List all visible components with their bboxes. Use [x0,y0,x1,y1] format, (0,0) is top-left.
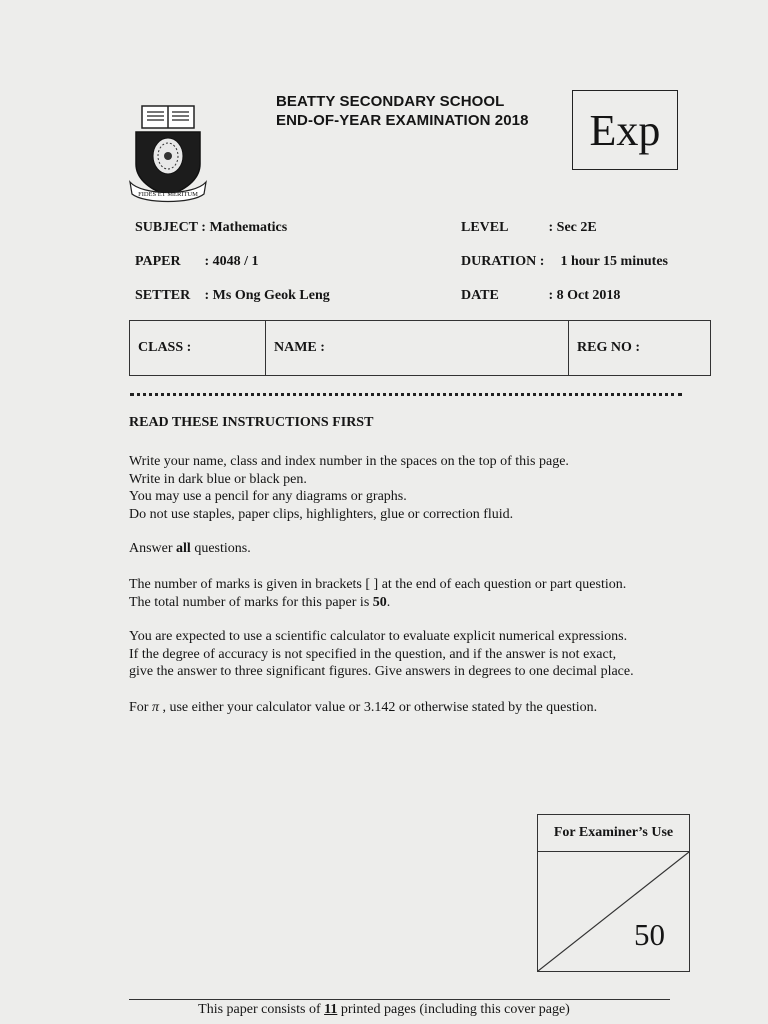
total-marks-text: The total number of marks for this paper is [129,594,373,610]
student-id-table [129,320,711,376]
instruction-line: Write in dark blue or black pen. [129,471,307,487]
duration-value: 1 hour 15 minutes [560,254,668,269]
footer-text-end: printed pages (including this cover page) [337,1002,570,1017]
calculator-line: If the degree of accuracy is not specified in the question, and if the answer is not exact, [129,646,617,662]
footer-text: This paper consists of [198,1002,325,1017]
paper-label: PAPER [135,254,181,269]
total-marks-end: . [386,594,391,610]
instruction-line: You may use a pencil for any diagrams or graphs. [129,489,407,504]
class-label: CLASS : [138,340,192,355]
marks-line: The number of marks is given in brackets [ ] at the end of each question or part question. [129,577,627,592]
instructions-answer [129,540,251,558]
school-name: BEATTY SECONDARY SCHOOL [276,93,505,110]
total-marks-box-value: 50 [634,917,665,952]
instructions-marks [129,576,626,611]
setter-row [135,288,330,304]
crest-motto-text: FIDES ET MERITUM [138,191,198,198]
duration-row [461,254,668,270]
examiner-diagonal-line [538,852,689,971]
level-row [461,220,597,236]
examiner-use-box [537,814,690,972]
page-count-footer [0,1002,768,1018]
instructions-title: READ THESE INSTRUCTIONS FIRST [129,415,374,430]
name-label: NAME : [274,340,325,355]
setter-value: : Ms Ong Geok Leng [204,288,330,303]
stream-label: Exp [589,105,661,155]
reg-no-field[interactable] [569,321,710,375]
calculator-line: You are expected to use a scientific calculator to evaluate explicit numerical expressions. [129,629,628,644]
level-label: LEVEL [461,220,509,235]
school-crest-logo [128,104,208,204]
class-field[interactable] [130,321,266,375]
subject-value: Mathematics [209,220,288,235]
stream-box [572,90,678,170]
date-label: DATE [461,288,499,303]
answer-text-end: questions. [190,541,251,556]
footer-rule [129,999,670,1000]
instructions-calculator [129,628,634,681]
total-marks-value: 50 [372,594,387,610]
pi-text-end: , use either your calculator value or 3.142 or otherwise stated by the question. [158,700,598,715]
duration-label: DURATION : [461,254,545,269]
subject-label: SUBJECT : [135,220,206,235]
subject-row [135,220,287,236]
dotted-divider [130,393,682,396]
paper-value: : 4048 / 1 [204,254,259,269]
instructions-general [129,453,569,523]
instructions-pi [129,699,597,717]
answer-text: Answer [129,541,177,556]
date-row [461,288,620,304]
setter-label: SETTER [135,288,191,303]
instruction-line: Do not use staples, paper clips, highlighters, glue or correction fluid. [129,506,514,522]
pi-text: For [129,700,152,715]
instruction-line: Write your name, class and index number in the spaces on the top of this page. [129,454,569,469]
name-field[interactable] [266,321,569,375]
school-header [276,92,529,130]
exam-name: END-OF-YEAR EXAMINATION 2018 [276,112,529,129]
paper-row [135,254,259,270]
reg-no-label: REG NO : [577,340,640,355]
date-value: : 8 Oct 2018 [548,288,621,303]
calculator-line: give the answer to three significant figures. Give answers in degrees to one decimal place. [129,664,634,679]
examiner-use-label: For Examiner’s Use [538,815,689,852]
answer-all-emphasis: all [176,541,191,556]
page-count: 11 [324,1002,338,1017]
level-value: : Sec 2E [548,220,597,235]
pi-symbol: π [151,700,159,715]
